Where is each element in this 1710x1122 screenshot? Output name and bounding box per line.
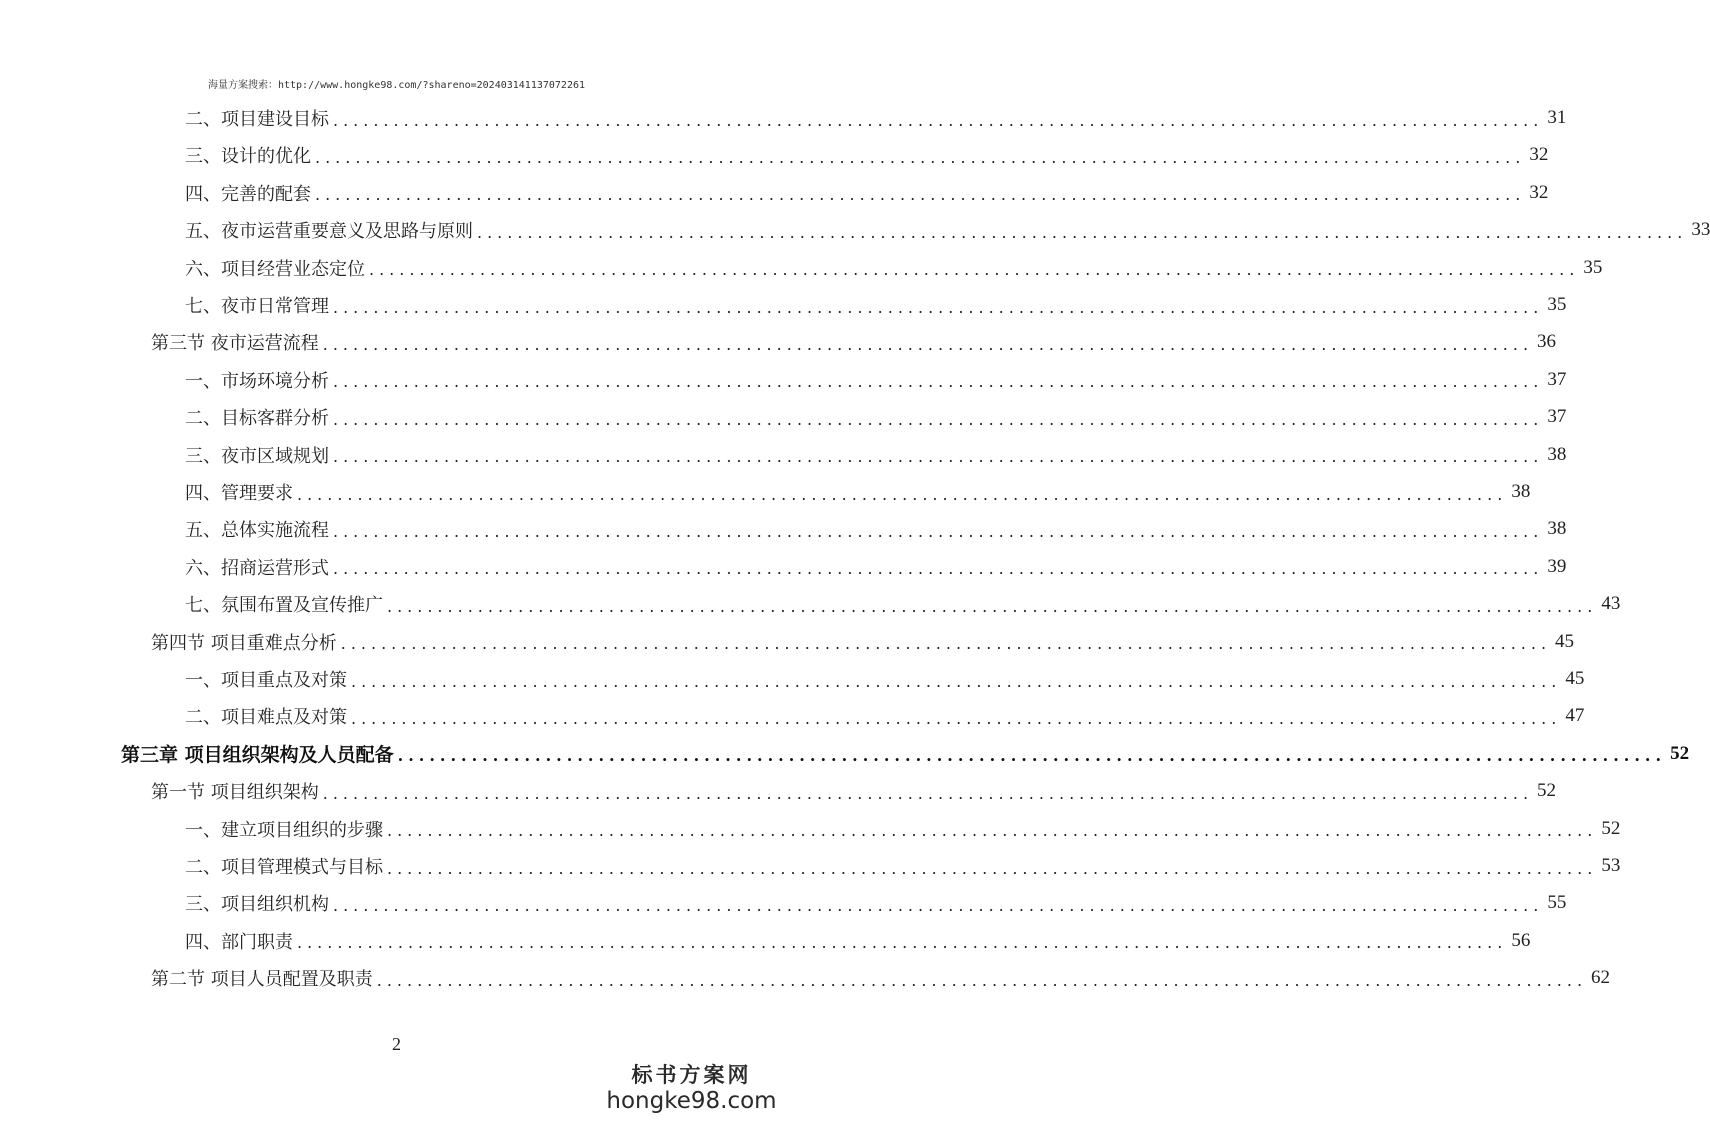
toc-entry-item[interactable] [185, 549, 1567, 585]
toc-entry-title: 三、设计的优化 [185, 146, 311, 168]
toc-dot-leader: ........................................................................................................................ [315, 147, 1526, 167]
toc-dot-leader: ........................................................................................................................ [397, 746, 1667, 766]
toc-entry-title: 第四节 项目重难点分析 [151, 632, 337, 654]
toc-entry-page: 52 [1601, 817, 1621, 839]
toc-entry-page: 35 [1547, 294, 1567, 315]
toc-entry-title: 二、项目管理模式与目标 [185, 857, 383, 878]
toc-dot-leader: ........................................................................................................................ [315, 185, 1526, 205]
toc-entry-page: 37 [1547, 368, 1567, 390]
toc-dot-leader: ........................................................................................................................ [333, 409, 1544, 429]
toc-entry-page: 39 [1547, 555, 1567, 577]
toc-entry-page: 38 [1547, 518, 1567, 540]
toc-dot-leader: ........................................................................................................................ [351, 708, 1562, 728]
toc-dot-leader: ........................................................................................................................ [333, 297, 1544, 317]
toc-entry-title: 三、项目组织机构 [185, 894, 329, 916]
toc-entry-title: 四、管理要求 [185, 483, 293, 504]
toc-entry-title: 第一节 项目组织架构 [151, 782, 319, 804]
toc-entry-item[interactable] [185, 885, 1567, 921]
toc-dot-leader: ........................................................................................................................ [387, 858, 1598, 878]
toc-dot-leader: ........................................................................................................................ [387, 821, 1598, 841]
toc-entry-title: 七、氛围布置及宣传推广 [185, 595, 383, 617]
toc-entry-page: 55 [1547, 892, 1567, 914]
toc-entry-page: 53 [1601, 855, 1621, 876]
toc-entry-title: 一、项目重点及对策 [185, 670, 347, 691]
toc-entry-page: 56 [1511, 929, 1531, 951]
page-number: 2 [392, 1034, 401, 1054]
toc-entry-page: 45 [1555, 630, 1575, 652]
watermark-cn-text: 标书方案网 [631, 1062, 752, 1087]
toc-entry-page: 35 [1583, 256, 1603, 278]
toc-entry-title: 三、夜市区域规划 [185, 445, 329, 467]
toc-entry-item[interactable] [185, 100, 1567, 136]
toc-entry-title: 四、部门职责 [185, 931, 293, 953]
toc-dot-leader: ........................................................................................................................ [387, 596, 1598, 616]
toc-entry-item[interactable] [185, 437, 1567, 473]
toc-entry-page: 37 [1547, 406, 1567, 428]
toc-entry-page: 32 [1529, 181, 1549, 203]
toc-entry-title: 一、市场环境分析 [185, 370, 329, 392]
toc-entry-item[interactable] [185, 848, 1621, 884]
toc-entry-title: 第二节 项目人员配置及职责 [151, 969, 373, 991]
toc-dot-leader: ........................................................................................................................ [333, 521, 1544, 541]
toc-dot-leader: ........................................................................................................................ [351, 671, 1562, 691]
toc-entry-title: 六、招商运营形式 [185, 557, 329, 579]
toc-entry-title: 二、项目建设目标 [185, 109, 329, 130]
toc-entry-chapter[interactable] [121, 736, 1690, 772]
toc-entry-page: 32 [1529, 144, 1549, 166]
toc-entry-item[interactable] [185, 661, 1585, 697]
toc-entry-title: 第三节 夜市运营流程 [151, 333, 319, 355]
toc-entry-item[interactable] [185, 362, 1567, 398]
toc-entry-page: 38 [1547, 443, 1567, 465]
toc-entry-item[interactable] [185, 586, 1621, 622]
toc-entry-item[interactable] [185, 212, 1710, 248]
toc-entry-page: 62 [1591, 967, 1611, 989]
toc-entry-page: 36 [1537, 331, 1557, 353]
toc-entry-item[interactable] [185, 511, 1567, 547]
toc-dot-leader: ........................................................................................................................ [297, 484, 1508, 504]
toc-entry-title: 七、夜市日常管理 [185, 296, 329, 317]
toc-entry-title: 六、项目经营业态定位 [185, 258, 365, 280]
toc-dot-leader: ........................................................................................................................ [340, 634, 1552, 654]
toc-entry-section[interactable] [151, 324, 1557, 360]
toc-dot-leader: ........................................................................................................................ [477, 222, 1688, 242]
toc-entry-title: 四、完善的配套 [185, 183, 311, 205]
toc-dot-leader: ........................................................................................................................ [333, 559, 1544, 579]
toc-entry-page: 52 [1670, 742, 1690, 764]
toc-entry-page: 33 [1691, 219, 1710, 241]
toc-dot-leader: ........................................................................................................................ [322, 334, 1534, 354]
toc-entry-page: 47 [1565, 705, 1585, 727]
toc-entry-item[interactable] [185, 698, 1585, 734]
toc-dot-leader: ........................................................................................................................ [369, 260, 1580, 280]
toc-entry-title: 二、目标客群分析 [185, 408, 329, 430]
toc-entry-page: 31 [1547, 107, 1567, 128]
site-watermark-logo [604, 1062, 779, 1114]
toc-entry-item[interactable] [185, 474, 1531, 510]
toc-entry-section[interactable] [151, 960, 1611, 996]
toc-dot-leader: ........................................................................................................................ [333, 110, 1544, 130]
toc-entry-item[interactable] [185, 287, 1567, 323]
toc-entry-page: 52 [1537, 780, 1557, 802]
toc-entry-page: 38 [1511, 481, 1531, 502]
toc-entry-title: 五、总体实施流程 [185, 520, 329, 542]
toc-entry-title: 五、夜市运营重要意义及思路与原则 [185, 221, 473, 243]
toc-entry-item[interactable] [185, 175, 1549, 211]
toc-dot-leader: ........................................................................................................................ [376, 970, 1588, 990]
toc-entry-page: 43 [1601, 593, 1621, 615]
toc-dot-leader: ........................................................................................................................ [333, 447, 1544, 467]
toc-entry-section[interactable] [151, 773, 1557, 809]
toc-dot-leader: ........................................................................................................................ [322, 783, 1534, 803]
toc-entry-title: 一、建立项目组织的步骤 [185, 819, 383, 841]
watermark-en-text: hongke98.com [606, 1088, 777, 1114]
toc-entry-item[interactable] [185, 137, 1549, 173]
toc-entry-item[interactable] [185, 811, 1621, 847]
toc-entry-item[interactable] [185, 399, 1567, 435]
toc-entry-section[interactable] [151, 624, 1575, 660]
toc-dot-leader: ........................................................................................................................ [333, 372, 1544, 392]
toc-entry-item[interactable] [185, 923, 1531, 959]
page-header-url: 海量方案搜索：http://www.hongke98.com/?shareno=202403141137072261 [207, 80, 586, 91]
toc-entry-item[interactable] [185, 250, 1603, 286]
toc-dot-leader: ........................................................................................................................ [297, 933, 1508, 953]
toc-entry-page: 45 [1565, 668, 1585, 689]
toc-dot-leader: ........................................................................................................................ [333, 895, 1544, 915]
toc-entry-title: 二、项目难点及对策 [185, 707, 347, 729]
toc-entry-title: 第三章 项目组织架构及人员配备 [121, 744, 394, 767]
